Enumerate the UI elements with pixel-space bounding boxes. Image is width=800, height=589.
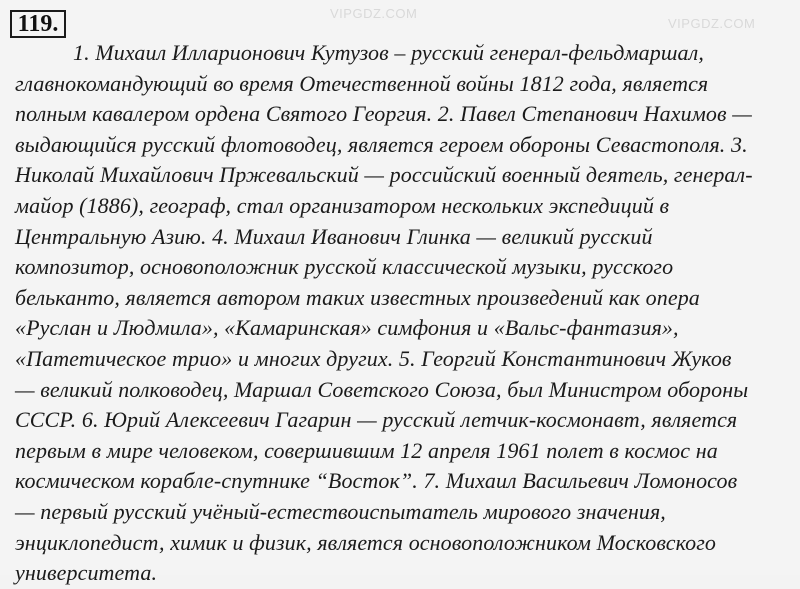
paragraph-line: университета.	[15, 560, 158, 586]
watermark: VIPGDZ.COM	[330, 6, 418, 21]
exercise-number-badge: 119.	[10, 10, 66, 38]
answer-paragraph	[15, 38, 795, 589]
paragraph-line: СССР. 6. Юрий Алексеевич Гагарин — русский летчик-космонавт, является	[15, 407, 738, 433]
paragraph-line: выдающийся русский флотоводец, является героем обороны Севастополя. 3.	[15, 131, 748, 157]
paragraph-line: 1. Михаил Илларионович Кутузов – русский генерал-фельдмаршал,	[73, 40, 704, 65]
paragraph-line: Николай Михайлович Пржевальский — российский военный деятель, генерал-	[15, 162, 753, 188]
paragraph-line: майор (1886), географ, стал организатором нескольких экспедиций в	[15, 192, 670, 218]
paragraph-line: космическом корабле-спутнике “Восток”. 7. Михаил Васильевич Ломоносов	[15, 468, 738, 494]
paragraph-line: главнокомандующий во время Отечественной войны 1812 года, является	[15, 70, 709, 96]
paragraph-line: энциклопедист, химик и физик, является основоположником Московского	[15, 529, 717, 555]
paragraph-line: «Руслан и Людмила», «Камаринская» симфония и «Вальс-фантазия»,	[15, 315, 679, 341]
paragraph-line: бельканто, является автором таких известных произведений как опера	[15, 284, 700, 310]
paragraph-line: первым в мире человеком, совершившим 12 апреля 1961 полет в космос на	[15, 437, 718, 463]
paragraph-line: — первый русский учёный-естествоиспытатель мирового значения,	[15, 498, 666, 524]
paragraph-line: — великий полководец, Маршал Советского Союза, был Министром обороны	[15, 376, 749, 402]
watermark: VIPGDZ.COM	[668, 16, 756, 31]
paragraph-line: композитор, основоположник русской классической музыки, русского	[15, 254, 674, 280]
paragraph-line: полным кавалером ордена Святого Георгия. 2. Павел Степанович Нахимов —	[15, 101, 752, 127]
paragraph-line: «Патетическое трио» и многих других. 5. Георгий Константинович Жуков	[15, 345, 732, 371]
paragraph-line: Центральную Азию. 4. Михаил Иванович Глинка — великий русский	[15, 223, 653, 249]
